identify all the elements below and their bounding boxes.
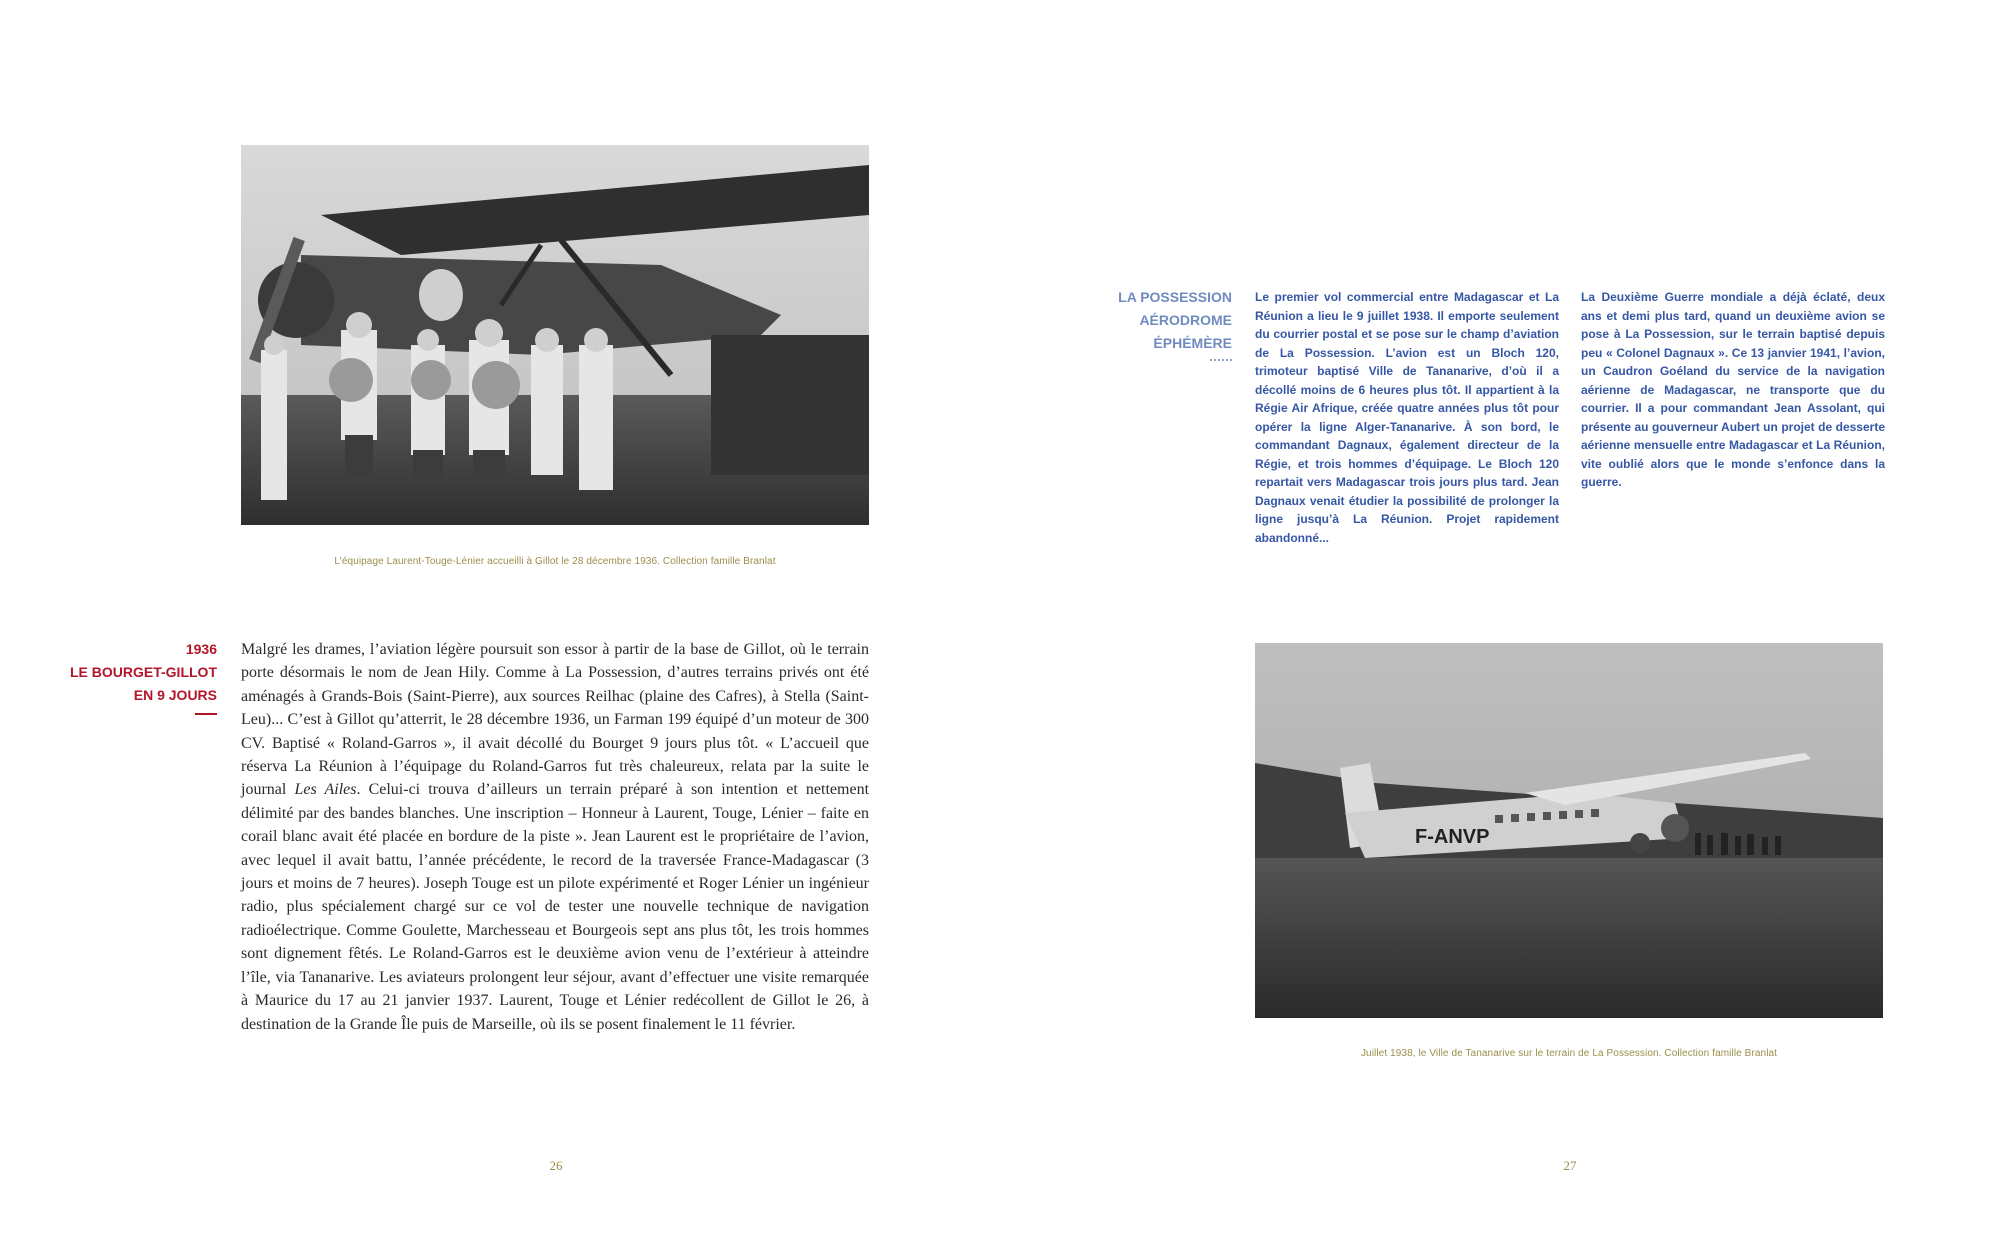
heading-dotted-rule: [1210, 359, 1232, 361]
right-page: [1000, 0, 2000, 1238]
heading-line-2: LE BOURGET-GILLOT: [70, 664, 217, 680]
crew-photo-image: [241, 145, 869, 525]
crew-photo: [241, 145, 869, 525]
section-heading-la-possession: [1060, 286, 1232, 361]
column-text-2: La Deuxième Guerre mondiale a déjà éclaté, deux ans et demi plus tard, quand un deuxième avion se pose à La Possession, sur le terrain baptisé depuis peu « Colonel Dagnaux ». Ce 13 janvier 1941, l’avion, un Caudron Goéland du service de la navigation aérienne de Madagascar, ne transporte que du courrier. Il a pour commandant Jean Assolant, qui présente au gouverneur Aubert un projet de desserte aérienne mensuelle entre Madagascar et La Réunion, vite oublié alors que le monde s’enfonce dans la guerre.: [1581, 290, 1885, 489]
trimotor-photo: [1255, 643, 1883, 1018]
section-heading-1936: [60, 638, 217, 715]
heading-rule: [195, 713, 217, 715]
column-text-1: Le premier vol commercial entre Madagascar et La Réunion a lieu le 9 juillet 1938. Il emporte seulement du courrier postal et se pose sur le champ d’aviation de La Possession. L’avion est un Bloch 120, trimoteur baptisé Ville de Tananarive, d’où il a décollé moins de 6 heures plus tôt. Il appartient à la Régie Air Afrique, créée quatre années plus tôt pour opérer la ligne Alger-Tananarive. À son bord, le commandant Dagnaux, également directeur de la Régie, et trois hommes d’équipage. Le Bloch 120 repartait vers Madagascar trois jours plus tard. Jean Dagnaux venait étudier la possibilité de prolonger la ligne jusqu’à La Réunion. Projet rapidement abandonné...: [1255, 290, 1559, 545]
heading-line-3: ÉPHÉMÈRE: [1153, 335, 1232, 351]
body-text-part-2: . Celui-ci trouva d’ailleurs un terrain préparé à son intention et nettement délimité par des bandes blanches. Une inscription – Honneur à Laurent, Touge, Lénier – faite en corail blanc avait été placée en bordure de la piste ». Jean Laurent est le propriétaire de l’avion, avec lequel il avait battu, l’année précédente, le record de la traversée France-Madagascar (3 jours et moins de 7 heures). Joseph Touge est un pilote expérimenté et Roger Lénier un ingénieur radio, plus spécialement chargé sur ce vol de tester une nouvelle technique de navigation radioélectrique. Comme Goulette, Marchesseau et Bourgeois sept ans plus tôt, les trois hommes sont dignement fêtés. Le Roland-Garros est le deuxième avion venu de l’extérieur à atteindre l’île, via Tananarive. Les aviateurs prolongent leur séjour, avant d’effectuer une visite remarquée à Maurice du 17 au 21 janvier 1937. Laurent, Touge et Lénier redécollent de Gillot le 26, à destination de la Grande Île puis de Marseille, où ils se posent finalement le 11 février.: [241, 781, 870, 1033]
heading-line-2: AÉRODROME: [1139, 312, 1232, 328]
body-text-part-1: Malgré les drames, l’aviation légère poursuit son essor à partir de la base de Gillot, où le terrain porte désormais le nom de Jean Hily. Comme à La Possession, d’autres terrains privés ont été aménagés à Grands-Bois (Saint-Pierre), aux sources Reilhac (plaine des Cafres), à Stella (Saint-Leu)... C’est à Gillot qu’atterrit, le 28 décembre 1936, un Farman 199 équipé d’un moteur de 300 CV. Baptisé « Roland-Garros », il avait décollé du Bourget 9 jours plus tôt. « L’accueil que réserva La Réunion à l’équipage du Roland-Garros fut très chaleureux, relata par la suite le journal: [241, 641, 869, 799]
registration-marking: F-ANVP: [1415, 826, 1490, 848]
heading-line-1: 1936: [185, 641, 217, 657]
page-number-right: 27: [1563, 1158, 1577, 1173]
trimotor-photo-image: [1255, 643, 1883, 1018]
crew-photo-caption: L’équipage Laurent-Touge-Lénier accueilli à Gillot le 28 décembre 1936. Collection famille Branlat: [334, 556, 776, 567]
heading-line-3: EN 9 JOURS: [133, 687, 217, 703]
heading-line-1: LA POSSESSION: [1118, 289, 1232, 305]
page-number-left: 26: [549, 1158, 563, 1173]
trimotor-photo-caption: Juillet 1938, le Ville de Tananarive sur le terrain de La Possession. Collection famille Branlat: [1360, 1048, 1778, 1059]
body-text-gillot: [241, 638, 869, 1036]
body-text-italic-title: Les Ailes: [294, 781, 357, 799]
